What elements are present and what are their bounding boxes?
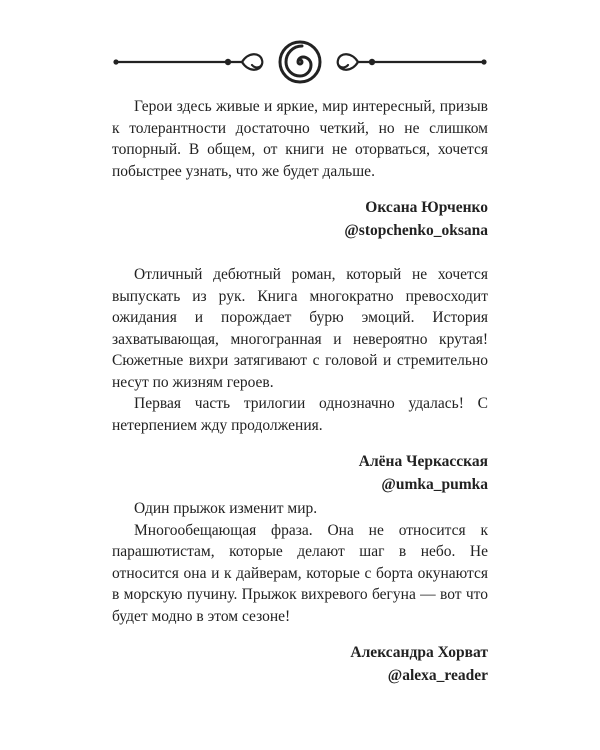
- review-author: Алёна Черкасская: [358, 453, 488, 470]
- review-handle: @alexa_reader: [387, 667, 488, 684]
- review-author: Оксана Юрченко: [365, 199, 488, 216]
- review-paragraph: Один прыжок изменит мир.: [134, 500, 318, 517]
- review-handle: @stopchenko_oksana: [344, 222, 488, 239]
- review-handle: @umka_pumka: [381, 476, 488, 493]
- review-1: [112, 96, 488, 242]
- review-2: [112, 264, 488, 496]
- review-paragraph: Отличный дебютный роман, который не хочется выпускать из рук. Книга многократно превосходит ожидания и порождает бурю эмоций. История захватывающая, многогранная и невероятно крутая! Сюжетные вихри затягивают с головой и стремительно несут по жизням героев.: [112, 266, 488, 391]
- review-paragraph: Первая часть трилогии однозначно удалась! С нетерпением жду продолжения.: [112, 395, 488, 434]
- review-author: Александра Хорват: [350, 644, 488, 661]
- review-3: [112, 498, 488, 687]
- review-paragraph: Герои здесь живые и яркие, мир интересный, призыв к толерантности достаточно четкий, но не слишком топорный. В общем, от книги не оторваться, хочется побыстрее узнать, что же будет дальше.: [112, 98, 488, 180]
- review-paragraph: Многообещающая фраза. Она не относится к парашютистам, которые делают шаг в небо. Не относится она и к дайверам, которые с борта окунаются в морскую пучину. Прыжок вихревого бегуна — вот что будет модно в этом сезоне!: [112, 521, 488, 625]
- spiral-divider-icon: [110, 40, 490, 84]
